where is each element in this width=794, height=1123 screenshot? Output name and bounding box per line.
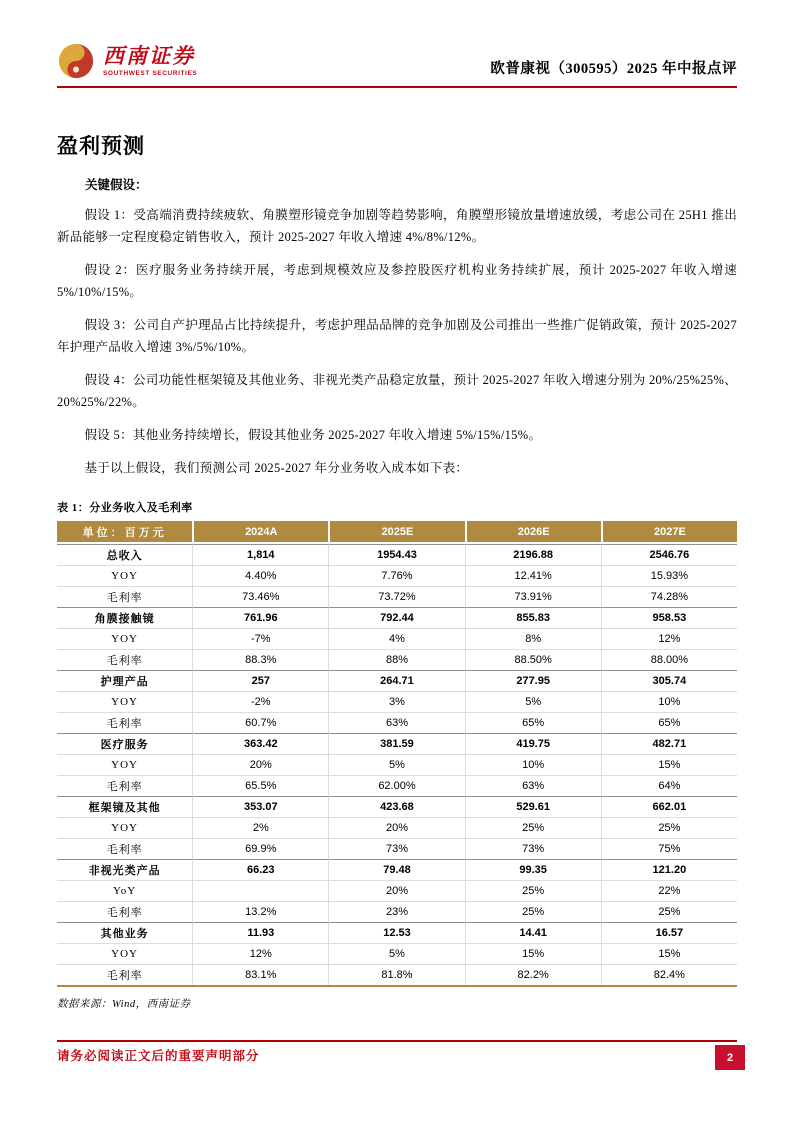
report-title: 欧普康视（300595）2025 年中报点评 (490, 61, 737, 77)
row-label: 毛利率 (57, 586, 192, 607)
data-source-note: 数据来源：Wind，西南证券 (57, 999, 191, 1010)
table-row (57, 607, 737, 628)
cell-value: 65.5% (192, 775, 328, 796)
row-label: 毛利率 (57, 964, 192, 985)
table-row (57, 943, 737, 964)
company-logo (57, 42, 197, 80)
cell-value: 82.4% (601, 964, 737, 985)
cell-value: 73.72% (328, 586, 464, 607)
table-row (57, 670, 737, 691)
revenue-margin-table (57, 521, 737, 987)
cell-value: 761.96 (192, 607, 328, 628)
cell-value: 1954.43 (328, 544, 464, 565)
table-row (57, 649, 737, 670)
cell-value: 15% (601, 943, 737, 964)
row-label: 非视光类产品 (57, 859, 192, 880)
cell-value: 15% (601, 754, 737, 775)
table-row (57, 733, 737, 754)
cell-value: 15.93% (601, 565, 737, 586)
row-label: YOY (57, 817, 192, 838)
logo-text-cn: 西南证券 (103, 43, 195, 68)
cell-value: 25% (601, 901, 737, 922)
cell-value: 60.7% (192, 712, 328, 733)
row-label: YOY (57, 691, 192, 712)
cell-value: 5% (328, 943, 464, 964)
cell-value: 3% (328, 691, 464, 712)
cell-value: 79.48 (328, 859, 464, 880)
cell-value: 81.8% (328, 964, 464, 985)
cell-value: 20% (328, 817, 464, 838)
cell-value: 10% (465, 754, 601, 775)
cell-value: 2% (192, 817, 328, 838)
cell-value: 363.42 (192, 733, 328, 754)
cell-value: 25% (601, 817, 737, 838)
cell-value: 264.71 (328, 670, 464, 691)
cell-value: 4% (328, 628, 464, 649)
table-row (57, 544, 737, 565)
cell-value: 8% (465, 628, 601, 649)
cell-value: 529.61 (465, 796, 601, 817)
row-label: 毛利率 (57, 775, 192, 796)
cell-value: 381.59 (328, 733, 464, 754)
cell-value: 73.91% (465, 586, 601, 607)
cell-value: 23% (328, 901, 464, 922)
cell-value: 13.2% (192, 901, 328, 922)
row-label: YOY (57, 628, 192, 649)
cell-value: 419.75 (465, 733, 601, 754)
cell-value: 12.53 (328, 922, 464, 943)
cell-value: 65% (601, 712, 737, 733)
cell-value: 88.3% (192, 649, 328, 670)
table-row (57, 901, 737, 922)
row-label: 护理产品 (57, 670, 192, 691)
cell-value: 792.44 (328, 607, 464, 628)
cell-value: 277.95 (465, 670, 601, 691)
table-row (57, 754, 737, 775)
row-label: 其他业务 (57, 922, 192, 943)
cell-value: 74.28% (601, 586, 737, 607)
table-header-2027E: 2027E (601, 521, 737, 544)
cell-value: 1,814 (192, 544, 328, 565)
assumption-paragraph-2: 假设 2：医疗服务业务持续开展，考虑到规模效应及参控股医疗机构业务持续扩展，预计 2025-2027 年收入增速 5%/10%/15%。 (57, 263, 737, 299)
table-row (57, 691, 737, 712)
table-row (57, 817, 737, 838)
row-label: 毛利率 (57, 901, 192, 922)
cell-value: 20% (328, 880, 464, 901)
row-label: 毛利率 (57, 649, 192, 670)
cell-value: 2546.76 (601, 544, 737, 565)
logo-text-en: SOUTHWEST SECURITIES (103, 69, 198, 77)
table-header-row (57, 521, 737, 544)
table-row (57, 859, 737, 880)
cell-value: 25% (465, 817, 601, 838)
cell-value: 65% (465, 712, 601, 733)
cell-value: 423.68 (328, 796, 464, 817)
footer-disclaimer: 请务必阅读正文后的重要声明部分 (57, 1049, 260, 1063)
cell-value: 12.41% (465, 565, 601, 586)
section-heading: 盈利预测 (57, 134, 145, 158)
cell-value: 5% (465, 691, 601, 712)
cell-value: 12% (601, 628, 737, 649)
table-row (57, 922, 737, 943)
cell-value: 14.41 (465, 922, 601, 943)
cell-value: 855.83 (465, 607, 601, 628)
table-row (57, 880, 737, 901)
cell-value: 25% (465, 880, 601, 901)
row-label: YoY (57, 880, 192, 901)
cell-value: 64% (601, 775, 737, 796)
cell-value: 257 (192, 670, 328, 691)
row-label: YOY (57, 943, 192, 964)
row-label: 角膜接触镜 (57, 607, 192, 628)
cell-value: 62.00% (328, 775, 464, 796)
report-header (57, 0, 737, 88)
table-header-unit: 单位：百万元 (57, 521, 192, 544)
cell-value: 305.74 (601, 670, 737, 691)
cell-value: -7% (192, 628, 328, 649)
cell-value: 88.50% (465, 649, 601, 670)
assumption-paragraph-3: 假设 3：公司自产护理品占比持续提升，考虑护理品品牌的竞争加剧及公司推出一些推广促销政策，预计 2025-2027 年护理产品收入增速 3%/5%/10%。 (57, 318, 737, 354)
table-header-2024A: 2024A (192, 521, 328, 544)
page-footer (57, 1040, 737, 1064)
table-header-2025E: 2025E (328, 521, 464, 544)
cell-value: 88.00% (601, 649, 737, 670)
cell-value (192, 880, 328, 901)
cell-value: 662.01 (601, 796, 737, 817)
cell-value: 75% (601, 838, 737, 859)
row-label: 医疗服务 (57, 733, 192, 754)
table-row (57, 775, 737, 796)
row-label: 毛利率 (57, 838, 192, 859)
cell-value: 82.2% (465, 964, 601, 985)
row-label: 框架镜及其他 (57, 796, 192, 817)
logo-text (103, 43, 198, 77)
lead-in-paragraph: 基于以上假设，我们预测公司 2025-2027 年分业务收入成本如下表： (84, 461, 469, 475)
table-caption: 表 1：分业务收入及毛利率 (57, 502, 193, 514)
cell-value: 20% (192, 754, 328, 775)
table-body (57, 544, 737, 985)
cell-value: 482.71 (601, 733, 737, 754)
cell-value: 22% (601, 880, 737, 901)
cell-value: 15% (465, 943, 601, 964)
row-label: YOY (57, 754, 192, 775)
cell-value: 4.40% (192, 565, 328, 586)
table-row (57, 586, 737, 607)
cell-value: 958.53 (601, 607, 737, 628)
cell-value: 11.93 (192, 922, 328, 943)
page-number-badge: 2 (715, 1045, 745, 1070)
row-label: YOY (57, 565, 192, 586)
cell-value: 99.35 (465, 859, 601, 880)
cell-value: 353.07 (192, 796, 328, 817)
assumption-paragraph-1: 假设 1：受高端消费持续疲软、角膜塑形镜竞争加剧等趋势影响，角膜塑形镜放量增速放缓，考虑公司在 25H1 推出新品能够一定程度稳定销售收入，预计 2025-2027 年收入增速 4%/8%/12%。 (57, 208, 737, 244)
cell-value: 88% (328, 649, 464, 670)
cell-value: 83.1% (192, 964, 328, 985)
logo-swirl-icon (57, 42, 95, 80)
cell-value: 5% (328, 754, 464, 775)
table-row (57, 628, 737, 649)
cell-value: 10% (601, 691, 737, 712)
cell-value: 16.57 (601, 922, 737, 943)
table-row (57, 712, 737, 733)
cell-value: 63% (465, 775, 601, 796)
table-row (57, 796, 737, 817)
assumption-paragraph-4: 假设 4：公司功能性框架镜及其他业务、非视光类产品稳定放量，预计 2025-2027 年收入增速分别为 20%/25%25%、20%25%/22%。 (57, 373, 737, 409)
cell-value: 69.9% (192, 838, 328, 859)
key-assumptions-label: 关键假设： (85, 178, 148, 192)
cell-value: 73% (328, 838, 464, 859)
table-row (57, 838, 737, 859)
cell-value: -2% (192, 691, 328, 712)
assumption-paragraph-5: 假设 5：其他业务持续增长，假设其他业务 2025-2027 年收入增速 5%/15%/15%。 (84, 428, 542, 442)
cell-value: 25% (465, 901, 601, 922)
row-label: 毛利率 (57, 712, 192, 733)
cell-value: 73% (465, 838, 601, 859)
cell-value: 66.23 (192, 859, 328, 880)
cell-value: 7.76% (328, 565, 464, 586)
table-row (57, 964, 737, 985)
cell-value: 121.20 (601, 859, 737, 880)
cell-value: 63% (328, 712, 464, 733)
cell-value: 12% (192, 943, 328, 964)
table-row (57, 565, 737, 586)
row-label: 总收入 (57, 544, 192, 565)
table-header-2026E: 2026E (465, 521, 601, 544)
cell-value: 73.46% (192, 586, 328, 607)
cell-value: 2196.88 (465, 544, 601, 565)
